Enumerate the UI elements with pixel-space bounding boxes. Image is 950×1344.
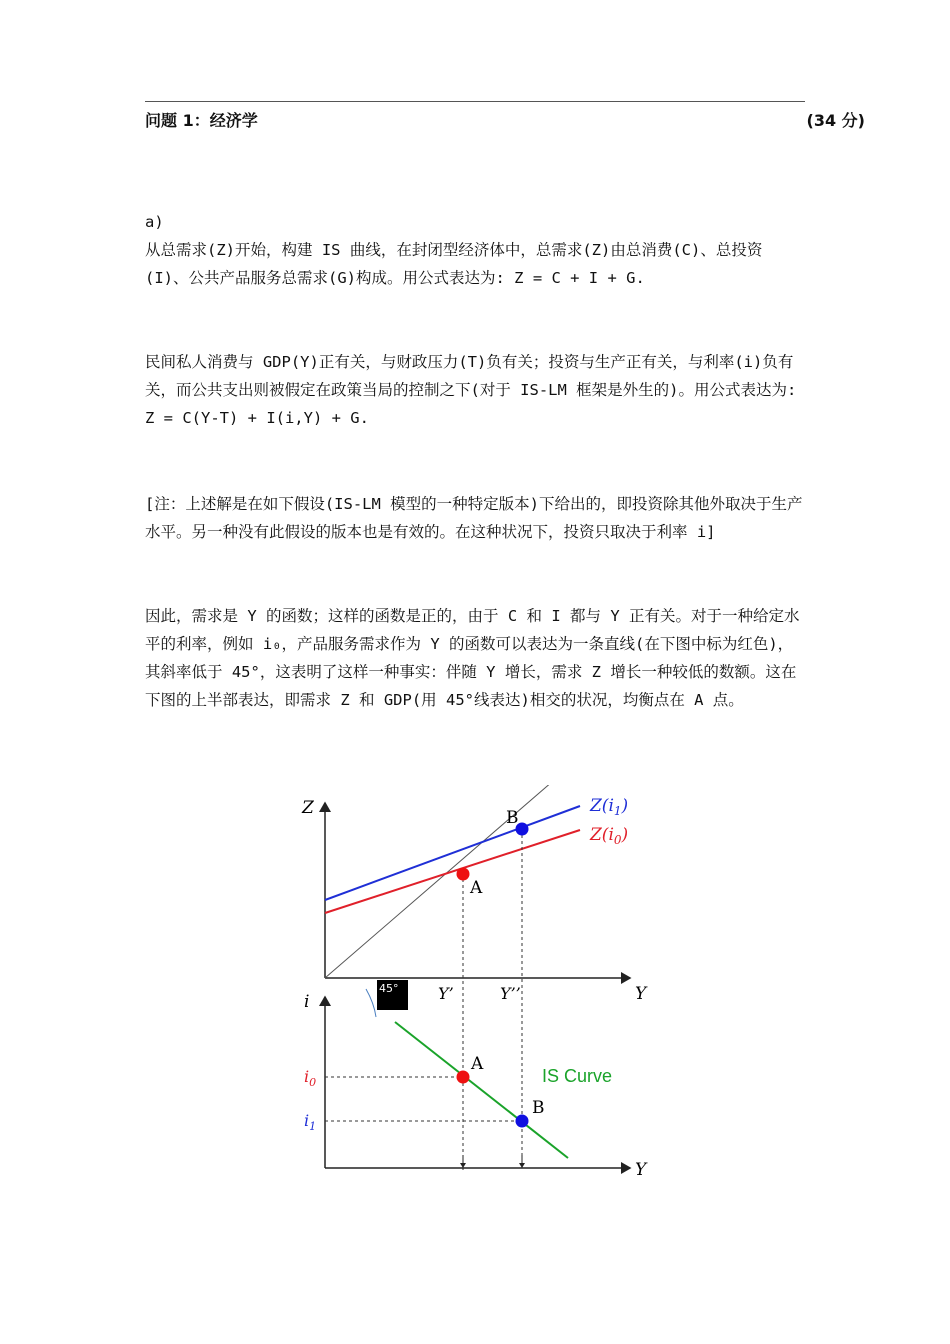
- point-a-bottom-label: A: [471, 1054, 484, 1074]
- bottom-y-axis-label: i: [304, 992, 310, 1012]
- point-b-bottom-label: B: [532, 1098, 545, 1118]
- y-prime-label: Y’: [438, 984, 454, 1003]
- formula: Z = C(Y-T) + I(i,Y) + G.: [145, 409, 369, 427]
- paragraph-text: 民间私人消费与 GDP(Y)正有关，与财政压力(T)负有关；投资与生产正有关，与利率(i)负有关，而公共支出则被假定在政策当局的控制之下(对于 IS-LM 框架是外生的)。用公式表达为:: [145, 353, 797, 399]
- top-y-axis-label: Z: [302, 798, 314, 818]
- z-i1-line: [325, 806, 580, 900]
- 45-degree-line: [325, 785, 560, 978]
- is-derivation-figure: [290, 785, 660, 1185]
- z-i1-label: $Z(i_1)$: [590, 796, 629, 818]
- z-i0-line: [325, 830, 580, 913]
- point-b-bottom: [516, 1115, 529, 1128]
- is-curve-line: [395, 1022, 568, 1158]
- z-i0-label: $Z(i_0)$: [590, 825, 629, 847]
- is-curve-label: IS Curve: [542, 1066, 613, 1086]
- paragraph-1: [145, 236, 805, 292]
- top-x-axis-label: Y: [635, 984, 647, 1004]
- paragraph-3: [145, 602, 805, 714]
- question-score: (34 分): [806, 111, 865, 130]
- point-a-top: [457, 868, 470, 881]
- y-double-prime-label: Y’’: [500, 984, 521, 1003]
- paragraph-text: [注：上述解是在如下假设(IS-LM 模型的一种特定版本)下给出的，即投资除其他外取决于生产水平。另一种没有此假设的版本也是有效的。在这种状况下，投资只取决于利率 i]: [145, 495, 803, 541]
- i0-label: $i_0$: [304, 1067, 317, 1089]
- paragraph-text: 从总需求(Z)开始，构建 IS 曲线，在封闭型经济体中，总需求(Z)由总消费(C)、总投资(I)、公共产品服务总需求(G)构成。用公式表达为: Z = C + I + G.: [145, 241, 763, 287]
- part-label: a): [145, 213, 164, 231]
- angle-arc: [366, 989, 376, 1017]
- paragraph-note: [145, 490, 805, 546]
- question-title: 问题 1：经济学: [145, 111, 258, 130]
- point-a-bottom: [457, 1071, 470, 1084]
- paragraph-2: [145, 348, 805, 432]
- point-b-top-label: B: [506, 808, 519, 828]
- point-a-top-label: A: [470, 878, 483, 898]
- paragraph-text: 因此，需求是 Y 的函数；这样的函数是正的，由于 C 和 I 都与 Y 正有关。对于一种给定水平的利率，例如 i₀，产品服务需求作为 Y 的函数可以表达为一条直线(在下图中标为红色)，其斜率低于 45°，这表明了这样一种事实：伴随 Y 增长，需求 Z 增长一种较低的数额。这在下图的上半部表达，即需求 Z 和 GDP(用 45°线表达)相交的状况，均衡点在 A 点。: [145, 607, 800, 709]
- header-rule: [145, 101, 805, 102]
- i1-label: $i_1$: [304, 1111, 317, 1133]
- bottom-x-axis-label: Y: [635, 1160, 647, 1180]
- angle-label: 45°: [377, 980, 408, 1010]
